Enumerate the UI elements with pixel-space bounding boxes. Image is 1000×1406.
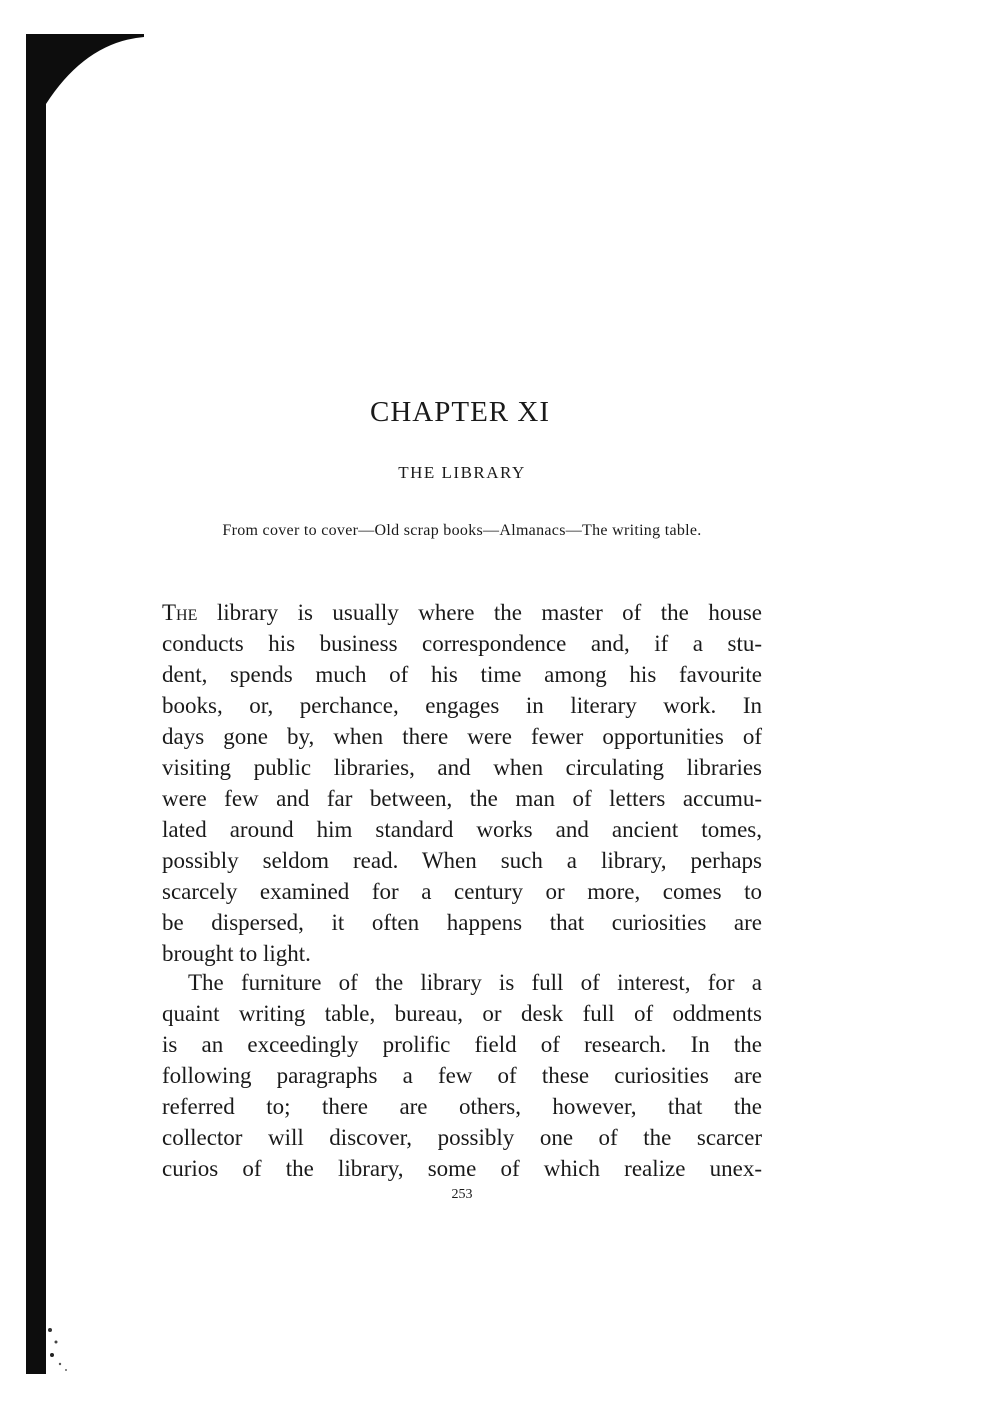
text-line: lated around him standard works and ancient tomes, [162,817,762,842]
text-line: dent, spends much of his time among his favourite [162,662,762,687]
text-line: is an exceedingly prolific field of research. In the [162,1032,762,1057]
chapter-synopsis: From cover to cover—Old scrap books—Almanacs—The writing table. [222,522,702,539]
text-line: were few and far between, the man of letters accumu- [162,786,762,811]
text-line: books, or, perchance, engages in literary work. In [162,693,762,718]
text-line: referred to; there are others, however, that the [162,1094,762,1119]
text-line: quaint writing table, bureau, or desk full of oddments [162,1001,762,1026]
scan-specks [30,1320,80,1380]
text-line: conducts his business correspondence and, if a stu- [162,631,762,656]
paragraph-1 [162,597,762,969]
text-line [162,597,762,628]
text-line: curios of the library, some of which realize unex- [162,1156,762,1181]
text-line: days gone by, when there were fewer opportunities of [162,724,762,749]
binding-shadow-flare [26,34,144,104]
text-line: possibly seldom read. When such a library, perhaps [162,848,762,873]
text-line: brought to light. [162,941,311,966]
chapter-subtitle: THE LIBRARY [398,463,526,482]
text-line-content: library is usually where the master of the house [197,600,762,625]
binding-edge [26,34,46,1374]
text-line: The furniture of the library is full of interest, for a [188,970,762,995]
text-line: following paragraphs a few of these curiosities are [162,1063,762,1088]
drop-lead-word: The [162,600,198,625]
text-line: be dispersed, it often happens that curiosities are [162,910,762,935]
page-number: 253 [451,1187,473,1202]
paragraph-2 [162,967,762,1184]
text-line: visiting public libraries, and when circulating libraries [162,755,762,780]
chapter-title: CHAPTER XI [370,396,550,428]
text-line: scarcely examined for a century or more, comes to [162,879,762,904]
text-line: collector will discover, possibly one of the scarcer [162,1125,762,1150]
